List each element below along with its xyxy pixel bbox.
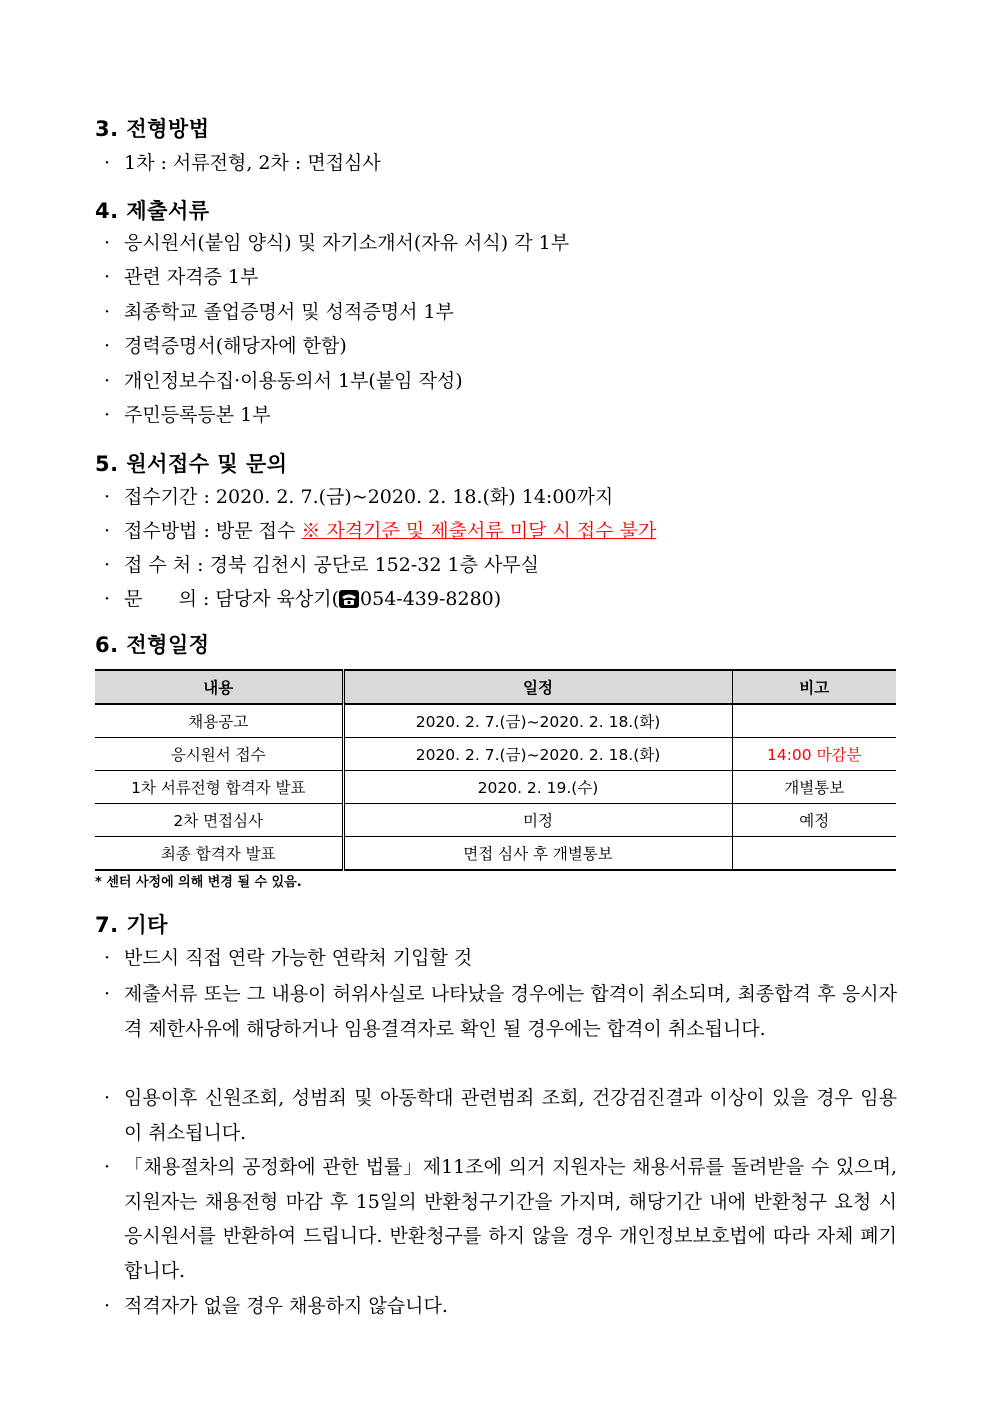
list-item: · 응시원서(붙임 양식) 및 자기소개서(자유 서식) 각 1부	[104, 232, 570, 254]
phone-icon	[339, 585, 359, 619]
submission-warning: ※ 자격기준 및 제출서류 미달 시 접수 불가	[301, 520, 657, 542]
section-5-title: 5. 원서접수 및 문의	[95, 452, 288, 476]
list-item: · 개인정보수집·이용동의서 1부(붙임 작성)	[104, 370, 463, 392]
table-cell	[732, 837, 896, 871]
table-cell: 면접 심사 후 개별통보	[343, 837, 732, 871]
col-header-remarks: 비고	[732, 670, 896, 704]
table-cell: 2020. 2. 19.(수)	[343, 771, 732, 804]
table-cell: 응시원서 접수	[95, 738, 343, 771]
table-row	[95, 738, 896, 771]
list-item: · 1차 : 서류전형, 2차 : 면접심사	[104, 152, 381, 174]
table-row	[95, 771, 896, 804]
list-item: · 「채용절차의 공정화에 관한 법률」제11조에 의거 지원자는 채용서류를 돌려받을 수 있으며, 지원자는 채용전형 마감 후 15일의 반환청구기간을 가지며, 해당기간 내에 반환청구 요청 시 응시원서를 반환하여 드립니다. 반환청구를 하지 않을 경우 개인정보보호법에 따라 자체 폐기합니다.	[104, 1156, 897, 1282]
list-item: · 접 수 처 : 경북 김천시 공단로 152-32 1층 사무실	[104, 554, 540, 576]
table-row	[95, 804, 896, 837]
table-cell: 2020. 2. 7.(금)~2020. 2. 18.(화)	[343, 704, 732, 738]
table-cell: 최종 합격자 발표	[95, 837, 343, 871]
table-header-row	[95, 670, 896, 704]
table-cell: 채용공고	[95, 704, 343, 738]
section-4-title: 4. 제출서류	[95, 199, 210, 223]
list-item: · 문 의 : 담당자 육상기( 054-439-8280)	[104, 582, 897, 619]
table-cell	[732, 704, 896, 738]
list-item: · 제출서류 또는 그 내용이 허위사실로 나타났을 경우에는 합격이 취소되며, 최종합격 후 응시자격 제한사유에 해당하거나 임용결격자로 확인 될 경우에는 합격이 취소됩니다.	[104, 983, 897, 1040]
list-item: · 관련 자격증 1부	[104, 266, 259, 288]
list-item: · 최종학교 졸업증명서 및 성적증명서 1부	[104, 301, 454, 323]
list-item: · 접수기간 : 2020. 2. 7.(금)~2020. 2. 18.(화) 14:00까지	[104, 486, 614, 508]
table-cell: 1차 서류전형 합격자 발표	[95, 771, 343, 804]
table-row	[95, 837, 896, 871]
table-cell: 14:00 마감분	[732, 738, 896, 771]
table-cell: 개별통보	[732, 771, 896, 804]
schedule-table	[95, 669, 896, 871]
schedule-note: * 센터 사정에 의해 변경 될 수 있음.	[95, 875, 302, 890]
col-header-content: 내용	[95, 670, 343, 704]
list-item: · 경력증명서(해당자에 한함)	[104, 335, 347, 357]
table-row	[95, 704, 896, 738]
list-item: · 적격자가 없을 경우 채용하지 않습니다.	[104, 1295, 448, 1317]
section-3-title: 3. 전형방법	[95, 117, 210, 141]
list-item: · 접수방법 : 방문 접수 ※ 자격기준 및 제출서류 미달 시 접수 불가	[104, 520, 657, 542]
table-cell: 2020. 2. 7.(금)~2020. 2. 18.(화)	[343, 738, 732, 771]
section-6-title: 6. 전형일정	[95, 633, 210, 657]
list-item: · 임용이후 신원조회, 성범죄 및 아동학대 관련범죄 조회, 건강검진결과 이상이 있을 경우 임용이 취소됩니다.	[104, 1087, 897, 1144]
table-cell: 미정	[343, 804, 732, 837]
section-7-title: 7. 기타	[95, 913, 168, 937]
table-cell: 예정	[732, 804, 896, 837]
table-cell: 2차 면접심사	[95, 804, 343, 837]
col-header-schedule: 일정	[343, 670, 732, 704]
list-item: · 반드시 직접 연락 가능한 연락처 기입할 것	[104, 947, 473, 969]
list-item: · 주민등록등본 1부	[104, 404, 271, 426]
